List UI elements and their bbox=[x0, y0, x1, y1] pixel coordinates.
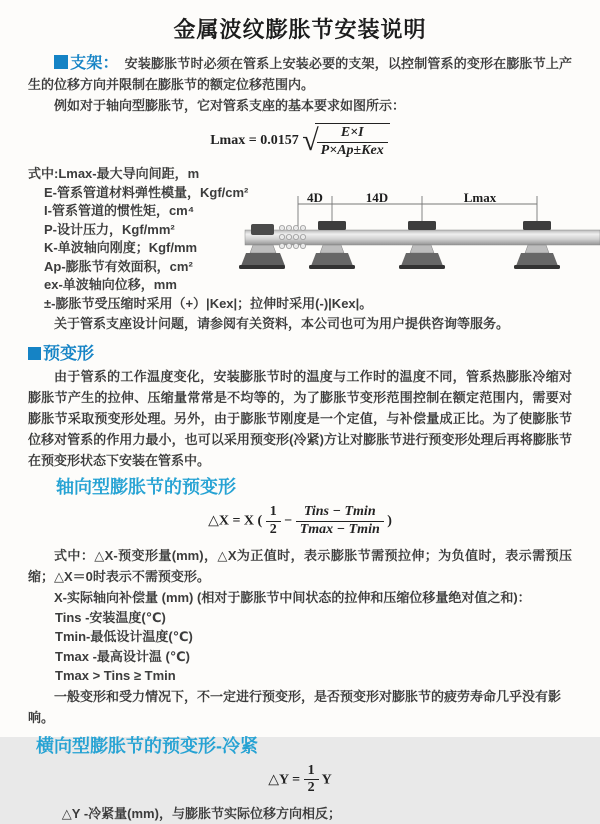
definition-line: ±-膨胀节受压缩时采用（+）|Kex|；拉伸时采用(-)|Kex|。 bbox=[44, 295, 373, 311]
delta-y-formula bbox=[28, 764, 572, 796]
temperature-fraction bbox=[296, 505, 384, 537]
half-fraction bbox=[304, 764, 319, 796]
definition-line: P-设计压力，Kgf/mm² bbox=[44, 221, 175, 237]
lateral-subsection-heading: 横向型膨胀节的预变形-冷紧 bbox=[36, 735, 258, 756]
support-example-line: 例如对于轴向型膨胀节，它对管系支座的基本要求如图所示： bbox=[54, 98, 406, 113]
dim-label-lmax: Lmax bbox=[463, 190, 497, 205]
definition-line: E-管系管道材料弹性模量，Kgf/cm² bbox=[44, 184, 249, 200]
dim-label-4d: 4D bbox=[307, 190, 323, 205]
half-fraction bbox=[266, 505, 281, 537]
axial-explain-paragraph: 式中：△X-预变形量(mm)，△X为正值时，表示膨胀节需预拉伸；为负值时，表示需预压缩；△X＝0时表示不需预变形。 bbox=[28, 547, 572, 584]
predeform-heading-row bbox=[28, 343, 572, 364]
lmax-fraction-denominator: P×Ap±Kex bbox=[320, 142, 384, 158]
temp-definition-line: Tins -安装温度(℃) bbox=[55, 609, 166, 625]
definitions-lead: 式中:Lmax-最大导向间距，m bbox=[28, 166, 200, 182]
temperature-numerator: Tins − Tmin bbox=[296, 505, 384, 522]
definition-line: K-单波轴向刚度；Kgf/mm bbox=[44, 240, 198, 256]
support-note: 关于管系支座设计问题，请参阅有关资料，本公司也可为用户提供咨询等服务。 bbox=[54, 316, 510, 332]
definition-line: I-管系管道的惯性矩，cm⁴ bbox=[44, 203, 195, 219]
lmax-formula-lhs: Lmax = 0.0157 bbox=[210, 132, 299, 148]
axial-x-definition: X-实际轴向补偿量 (mm) (相对于膨胀节中间状态的拉伸和压缩位移量绝对值之和)： bbox=[54, 589, 531, 605]
section-square-icon bbox=[28, 347, 41, 360]
lateral-note: △Y -冷紧量(mm)，与膨胀节实际位移方向相反； bbox=[61, 806, 341, 822]
half-denominator: 2 bbox=[269, 522, 277, 538]
delta-y-suffix: Y bbox=[321, 772, 332, 788]
support-intro-paragraph bbox=[28, 53, 572, 95]
minus-sign: − bbox=[284, 513, 293, 529]
temp-definition-line: Tmax -最高设计温 (℃) bbox=[55, 648, 190, 664]
lmax-fraction bbox=[317, 126, 388, 158]
delta-x-formula bbox=[28, 505, 572, 537]
temp-definition-line: Tmax > Tins ≥ Tmin bbox=[55, 668, 176, 684]
temperature-definitions bbox=[28, 608, 572, 686]
predeform-paragraph: 由于管系的工作温度变化，安装膨胀节时的温度与工作时的温度不同，管系热膨胀冷缩对膨胀节产生的拉伸、压缩量常常是不均等的，为了膨胀节变形范围控制在额定范围内，需要对膨胀节采取预变形处理。另外，由于膨胀节刚度是一个定值，与补偿量成正比。为了使膨胀节位移对管系的作用力最小，也可以采用预变形(冷紧)方让对膨胀节进行预变形处理后再将膨胀节在预变形状态下安装在管系中。 bbox=[28, 369, 572, 469]
half-numerator: 1 bbox=[304, 764, 319, 781]
document-content bbox=[28, 53, 572, 824]
half-denominator: 2 bbox=[307, 780, 315, 796]
definition-line: ex-单波轴向位移，mm bbox=[44, 277, 177, 293]
delta-y-prefix: △Y = bbox=[268, 772, 301, 788]
half-numerator: 1 bbox=[266, 505, 281, 522]
pipe-diagram-svg bbox=[245, 192, 600, 288]
definition-line: Ap-膨胀节有效面积，cm² bbox=[44, 258, 193, 274]
support-intro-text: 安装膨胀节时必须在管系上安装必要的支架，以控制管系的变形在膨胀节上产生的位移方向并限制在膨胀节的额定位移范围内。 bbox=[28, 56, 572, 92]
predeform-section-heading: 预变形 bbox=[43, 344, 94, 364]
sqrt-under-root bbox=[315, 123, 390, 158]
support-section-heading: 支架： bbox=[70, 55, 119, 72]
lmax-formula bbox=[28, 123, 572, 158]
temperature-denominator: Tmax − Tmin bbox=[299, 522, 380, 538]
dim-label-14d: 14D bbox=[365, 190, 389, 205]
sqrt-radical-sign: √ bbox=[302, 123, 319, 157]
temp-definition-line: Tmin-最低设计温度(℃) bbox=[55, 629, 193, 645]
delta-x-suffix: ) bbox=[387, 513, 392, 529]
lmax-fraction-numerator: E×I bbox=[317, 126, 388, 143]
axial-subsection-heading: 轴向型膨胀节的预变形 bbox=[56, 477, 236, 498]
pipe-support-diagram bbox=[245, 192, 600, 288]
page-title: 金属波纹膨胀节安装说明 bbox=[173, 17, 427, 42]
section-square-icon bbox=[54, 55, 68, 69]
axial-note: 一般变形和受力情况下，不一定进行预变形，是否预变形对膨胀节的疲劳寿命几乎没有影响。 bbox=[28, 688, 562, 725]
delta-x-prefix: △X = X ( bbox=[208, 513, 263, 529]
